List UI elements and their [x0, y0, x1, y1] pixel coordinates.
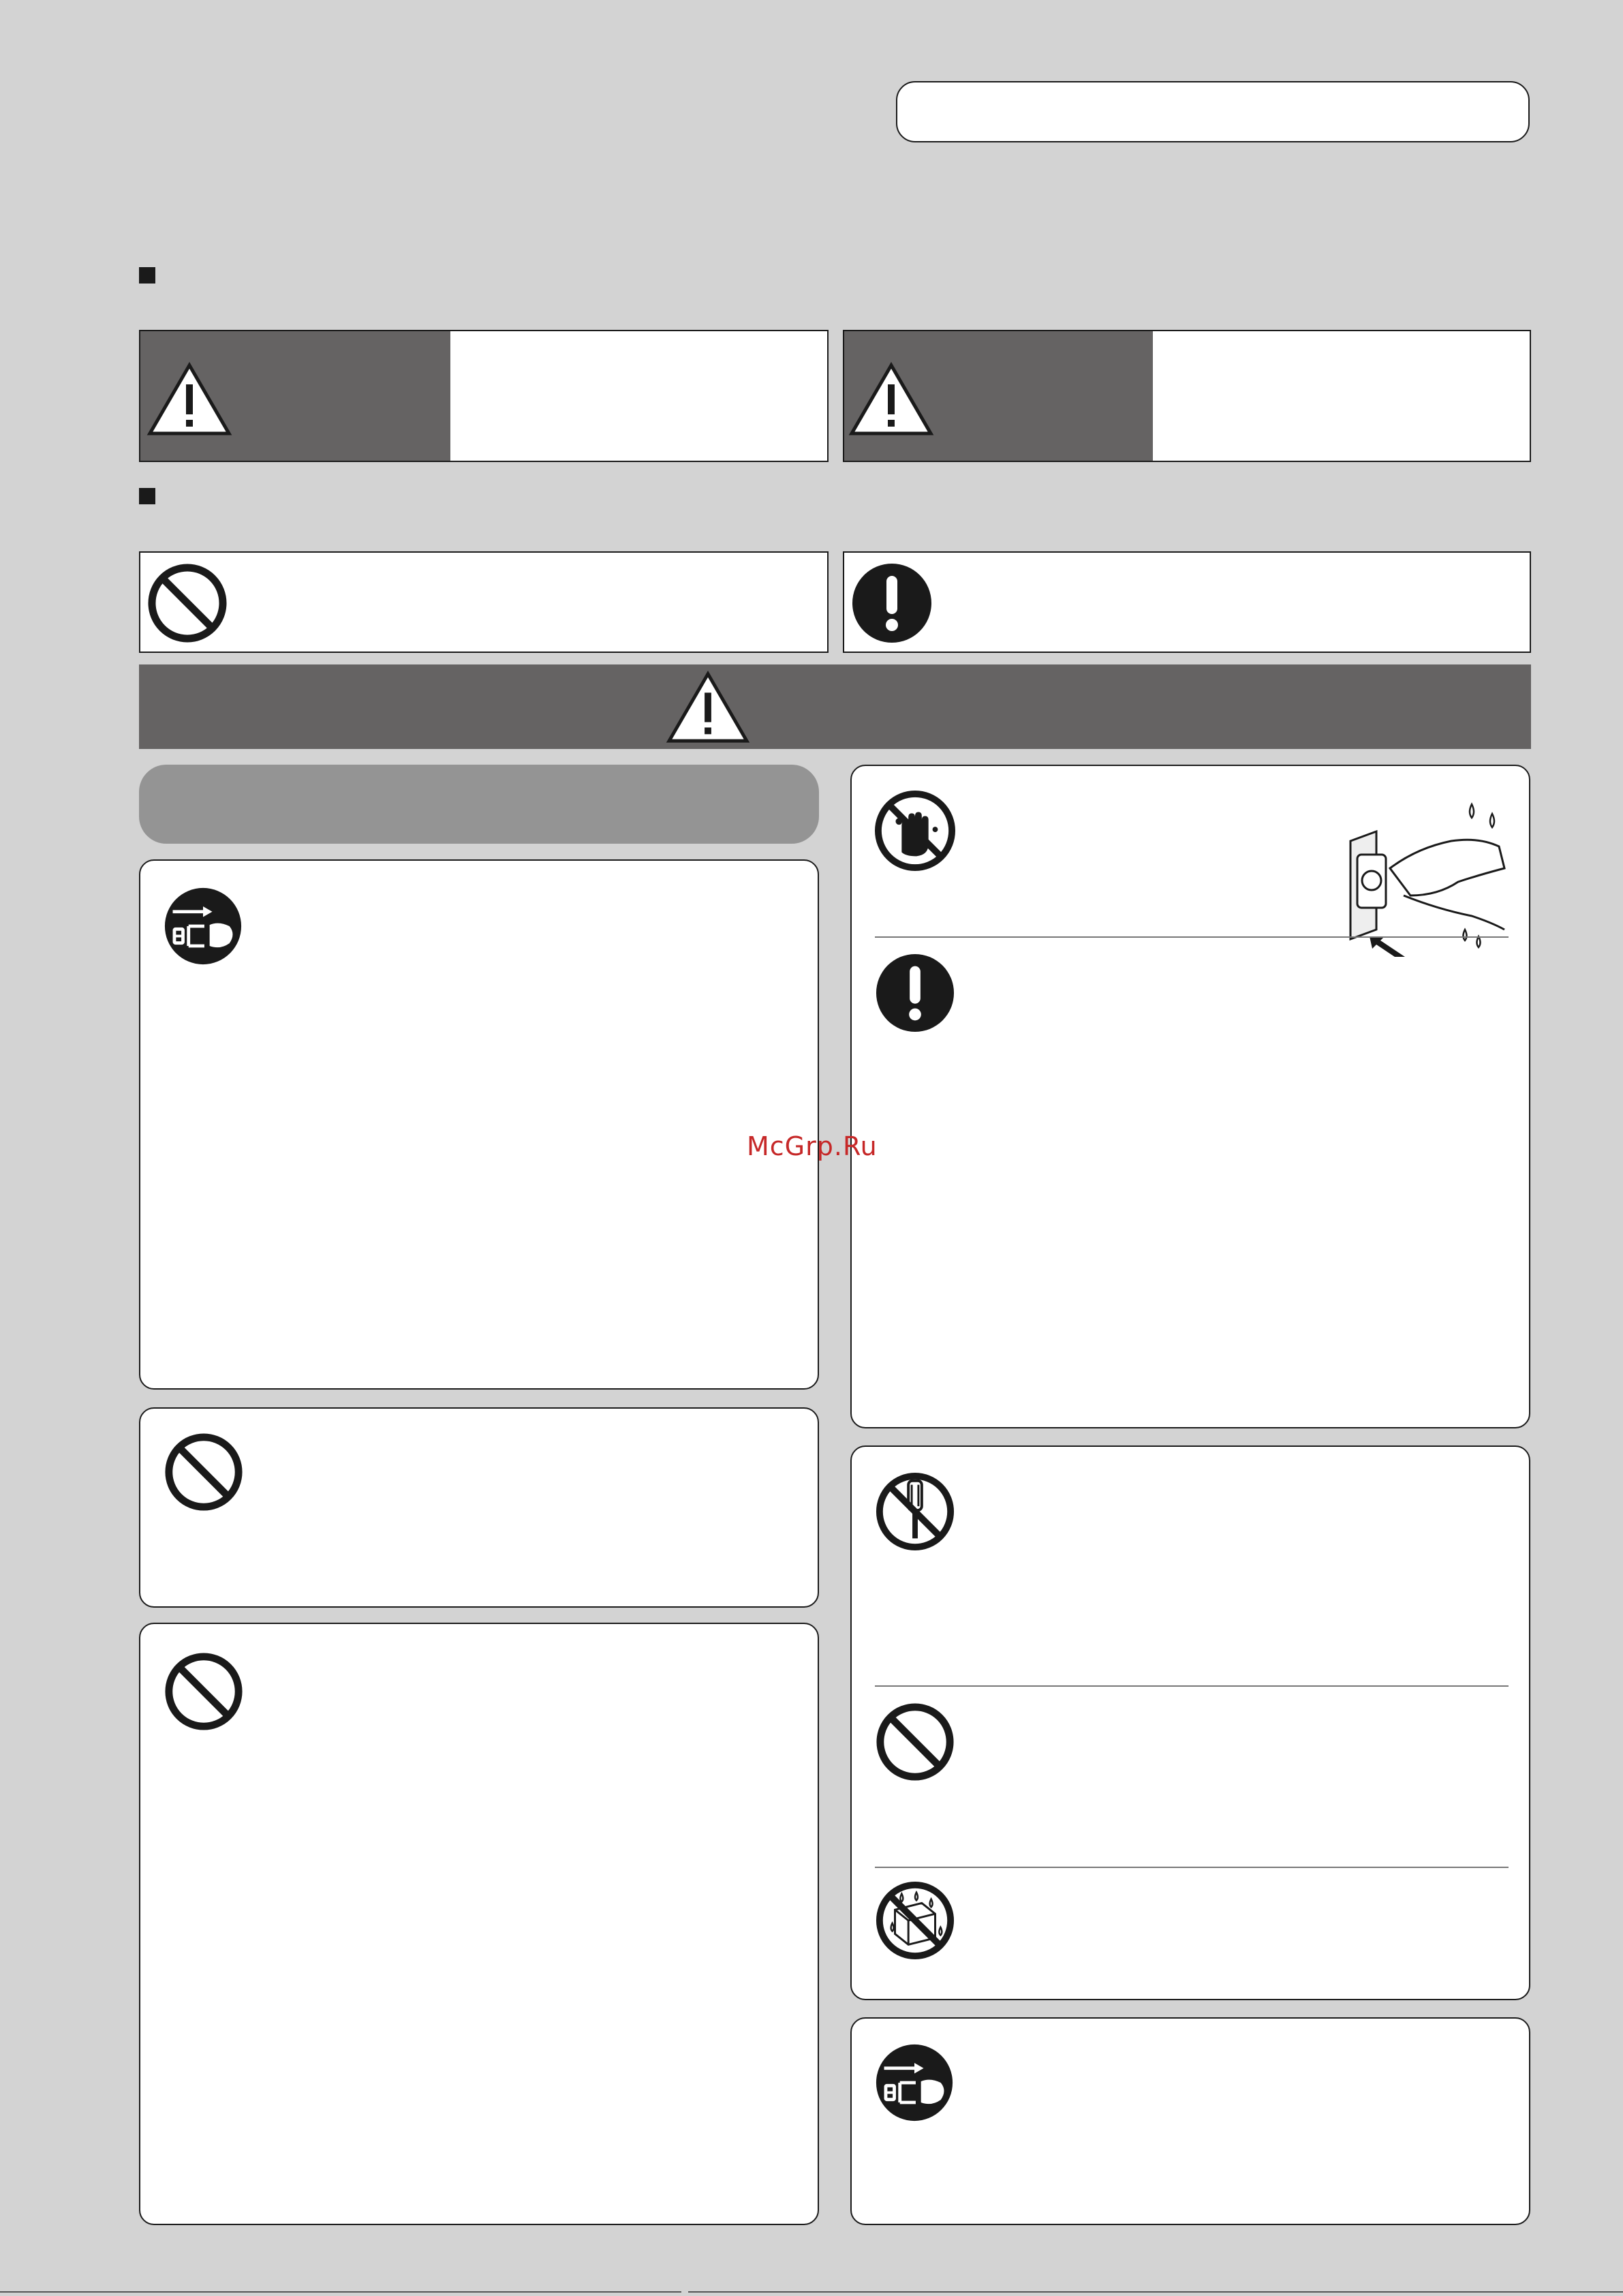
symbol-legend-prohibited — [139, 551, 829, 653]
warning-triangle-icon — [848, 361, 935, 438]
warning-triangle-icon — [665, 670, 751, 745]
prohibition-icon — [164, 1651, 244, 1732]
watermark-text: McGrp.Ru — [747, 1131, 878, 1161]
prohibition-icon — [164, 1432, 244, 1512]
footer-rule-right — [688, 2291, 1623, 2293]
footer-rule-left — [0, 2291, 681, 2293]
warning-card-wet-hands — [850, 765, 1530, 1428]
unplug-icon — [164, 887, 243, 966]
prohibition-icon — [146, 562, 228, 644]
card-divider — [875, 1867, 1509, 1868]
no-disassembly-icon — [875, 1471, 955, 1552]
prohibition-icon — [875, 1702, 955, 1782]
hazard-level-box-right — [843, 330, 1531, 462]
section-bullet-symbols — [139, 488, 155, 504]
card-divider — [875, 936, 1509, 938]
header-title-box — [896, 81, 1530, 142]
warning-triangle-icon — [146, 361, 233, 438]
no-wet-hands-icon — [875, 791, 955, 871]
unplug-icon — [875, 2043, 954, 2122]
section-bullet-levels — [139, 267, 155, 284]
warning-banner — [139, 664, 1531, 749]
warning-card-unplug — [139, 859, 819, 1390]
no-water-icon — [875, 1880, 955, 1961]
warning-card-prohibition-1 — [139, 1407, 819, 1608]
symbol-legend-mandatory — [843, 551, 1531, 653]
warning-card-unplug-2 — [850, 2017, 1530, 2225]
warning-card-disassembly — [850, 1445, 1530, 2000]
wet-hands-plug-illustration — [1342, 793, 1513, 957]
card-divider — [875, 1685, 1509, 1687]
mandatory-action-icon — [851, 562, 933, 644]
warning-card-prohibition-2 — [139, 1623, 819, 2225]
hazard-level-box-left — [139, 330, 829, 462]
power-section-heading — [139, 765, 819, 844]
mandatory-action-icon — [875, 953, 955, 1033]
